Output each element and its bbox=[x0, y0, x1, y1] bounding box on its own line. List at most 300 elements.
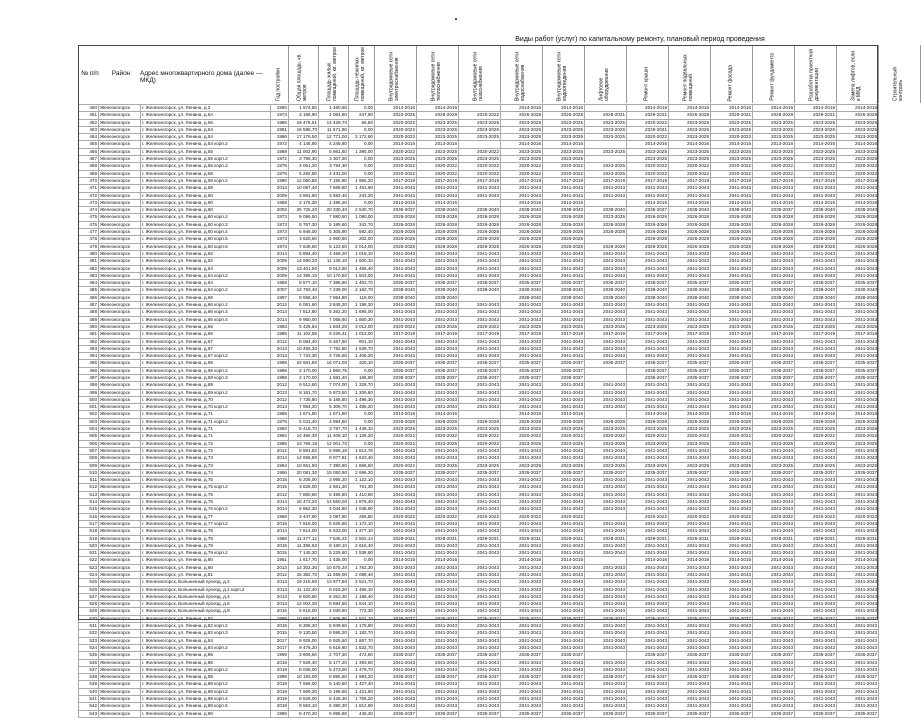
table-cell bbox=[585, 236, 627, 243]
table-cell: 2041-2043 bbox=[753, 666, 795, 673]
table-cell: 525 bbox=[79, 579, 99, 586]
table-row bbox=[79, 564, 879, 571]
table-cell: 2035-2037 bbox=[459, 280, 501, 287]
table-cell: 2026-2028 bbox=[837, 221, 879, 228]
table-cell: 2026-2028 bbox=[459, 221, 501, 228]
table-cell: 2014-2016 bbox=[543, 141, 585, 148]
table-cell: 1999 bbox=[271, 652, 289, 659]
table-cell: 2 088,40 bbox=[349, 572, 375, 579]
table-cell: 2041-2043 bbox=[753, 447, 795, 454]
table-cell: 2041-2043 bbox=[669, 696, 711, 703]
table-cell: 2026-2028 bbox=[543, 418, 585, 425]
table-cell: 2041-2043 bbox=[669, 703, 711, 710]
table-cell: 2041-2043 bbox=[501, 272, 543, 279]
table-cell: 2041-2043 bbox=[627, 703, 669, 710]
table-cell: 2041-2043 bbox=[753, 564, 795, 571]
table-cell: 2041-2043 bbox=[501, 447, 543, 454]
table-cell: 2041-2043 bbox=[375, 404, 417, 411]
table-cell: 11 122,40 bbox=[289, 586, 319, 593]
table-cell: 7 735,80 bbox=[289, 396, 319, 403]
table-cell: 2026-2028 bbox=[711, 221, 753, 228]
table-cell: 2026-2028 bbox=[585, 221, 627, 228]
table-cell: 2035-2037 bbox=[627, 367, 669, 374]
table-row bbox=[79, 542, 879, 549]
table-row bbox=[79, 280, 879, 287]
table-cell: г. Железногорск, ул. Ленина, д.62 bbox=[141, 258, 271, 265]
table-cell: 464 bbox=[79, 134, 99, 141]
table-cell: 2041-2043 bbox=[543, 550, 585, 557]
table-cell: 2014-2016 bbox=[417, 199, 459, 206]
table-cell: г. Железногорск, ул. Ленина, д.71 bbox=[141, 426, 271, 433]
table-cell: 0,00 bbox=[349, 199, 375, 206]
table-cell: 2012 bbox=[271, 491, 289, 498]
table-cell: 2041-2043 bbox=[585, 484, 627, 491]
table-cell: 497 bbox=[79, 374, 99, 381]
table-cell: 2023-2025 bbox=[795, 323, 837, 330]
table-cell: 2035-2037 bbox=[753, 674, 795, 681]
table-cell: 2041-2043 bbox=[837, 528, 879, 535]
table-cell: 2014-2016 bbox=[669, 557, 711, 564]
table-cell: 2035-2037 bbox=[837, 469, 879, 476]
table-cell: г. Железногорск, ул. Ленина, д.76 bbox=[141, 491, 271, 498]
table-cell: 2041-2043 bbox=[375, 506, 417, 513]
table-row bbox=[79, 696, 879, 703]
table-row bbox=[79, 331, 879, 338]
table-row bbox=[79, 652, 879, 659]
table-cell: 2023-2025 bbox=[501, 462, 543, 469]
table-cell: 2038-2040 bbox=[753, 294, 795, 301]
table-cell: 2014-2016 bbox=[795, 105, 837, 112]
table-cell: 2035-2037 bbox=[711, 615, 753, 622]
table-cell: 2023-2025 bbox=[795, 148, 837, 155]
table-cell: 6 426,30 bbox=[319, 696, 349, 703]
table-cell: 2014-2016 bbox=[711, 411, 753, 418]
table-cell bbox=[585, 374, 627, 381]
table-cell: 12 060,80 bbox=[289, 177, 319, 184]
table-cell: 2014-2016 bbox=[711, 557, 753, 564]
table-cell: 2041-2043 bbox=[795, 185, 837, 192]
table-cell: 2041-2043 bbox=[669, 506, 711, 513]
table-cell: 2041-2043 bbox=[501, 637, 543, 644]
table-cell bbox=[585, 105, 627, 112]
table-cell: г. Железногорск, ул. Ленина, д.68 bbox=[141, 360, 271, 367]
table-cell: 2026-2028 bbox=[711, 243, 753, 250]
table-cell: 2041-2043 bbox=[669, 338, 711, 345]
table-cell bbox=[459, 557, 501, 564]
table-cell: 10 661,90 bbox=[289, 462, 319, 469]
table-cell: 2014-2016 bbox=[837, 141, 879, 148]
table-cell: 2041-2043 bbox=[585, 564, 627, 571]
table-cell: 2041-2043 bbox=[501, 338, 543, 345]
table-cell: 9 926,00 bbox=[289, 637, 319, 644]
table-cell: 543 bbox=[79, 710, 99, 717]
table-cell: 2041-2043 bbox=[543, 338, 585, 345]
table-cell: 2041-2043 bbox=[753, 345, 795, 352]
table-cell: Железногорск bbox=[99, 214, 141, 221]
table-cell: 2017-2019 bbox=[543, 177, 585, 184]
table-cell: 9 512,60 bbox=[289, 382, 319, 389]
table-cell: 2041-2043 bbox=[543, 506, 585, 513]
table-cell: 2026-2028 bbox=[795, 214, 837, 221]
table-cell: 505 bbox=[79, 433, 99, 440]
table-cell: 2014-2016 bbox=[375, 141, 417, 148]
table-cell: Железногорск bbox=[99, 236, 141, 243]
table-cell: 2013 bbox=[271, 593, 289, 600]
table-cell: 2041-2043 bbox=[543, 272, 585, 279]
table-cell: 2026-2028 bbox=[837, 236, 879, 243]
table-cell: 2041-2043 bbox=[417, 309, 459, 316]
table-row bbox=[79, 688, 879, 695]
table-cell: 2035-2037 bbox=[753, 374, 795, 381]
table-cell: 3 759,30 bbox=[289, 156, 319, 163]
table-cell: 1 090,00 bbox=[349, 214, 375, 221]
table-cell: 2041-2043 bbox=[711, 542, 753, 549]
table-cell: 3 826,00 bbox=[289, 484, 319, 491]
table-cell: 2026-2028 bbox=[417, 418, 459, 425]
table-cell: 0,00 bbox=[349, 105, 375, 112]
table-cell: 5 185,60 bbox=[319, 396, 349, 403]
table-cell: Железногорск bbox=[99, 207, 141, 214]
table-cell: 2041-2043 bbox=[795, 491, 837, 498]
table-cell: 7 145,20 bbox=[289, 550, 319, 557]
table-cell: 2020-2022 bbox=[375, 148, 417, 155]
table-cell: 526 bbox=[79, 586, 99, 593]
table-cell: Железногорск bbox=[99, 564, 141, 571]
table-cell: 2041-2043 bbox=[417, 345, 459, 352]
table-cell: 11 102,56 bbox=[289, 331, 319, 338]
table-cell: 7 568,80 bbox=[319, 185, 349, 192]
table-cell: 2035-2037 bbox=[627, 280, 669, 287]
table-cell: 2041-2043 bbox=[375, 586, 417, 593]
table-cell: 2012 bbox=[271, 302, 289, 309]
table-cell: 2041-2043 bbox=[543, 447, 585, 454]
table-cell: 10 575,20 bbox=[319, 564, 349, 571]
table-cell: 2041-2043 bbox=[669, 637, 711, 644]
table-row bbox=[79, 426, 879, 433]
table-cell: 2026-2028 bbox=[669, 229, 711, 236]
table-cell: 1 175,80 bbox=[349, 623, 375, 630]
table-cell: 3 797,70 bbox=[319, 426, 349, 433]
table-cell: 2026-2028 bbox=[627, 229, 669, 236]
table-cell: 2041-2043 bbox=[543, 637, 585, 644]
table-cell: 2041-2043 bbox=[585, 506, 627, 513]
table-cell: 2041-2043 bbox=[711, 520, 753, 527]
table-cell: 2017-2019 bbox=[375, 331, 417, 338]
table-cell: 2020-2022 bbox=[375, 170, 417, 177]
table-cell: 2041-2043 bbox=[501, 345, 543, 352]
table-cell: 2020-2022 bbox=[711, 134, 753, 141]
table-cell: 2038-2040 bbox=[375, 287, 417, 294]
table-cell: 1981 bbox=[271, 126, 289, 133]
table-cell: 2023-2025 bbox=[837, 426, 879, 433]
table-cell: 2035-2037 bbox=[837, 360, 879, 367]
rotated-header-3 bbox=[348, 45, 375, 103]
table-cell: Железногорск bbox=[99, 250, 141, 257]
table-cell: Железногорск bbox=[99, 593, 141, 600]
table-cell: 2041-2043 bbox=[711, 396, 753, 403]
table-cell: 2041-2043 bbox=[627, 601, 669, 608]
table-cell: 2041-2043 bbox=[459, 696, 501, 703]
table-cell: 2035-2037 bbox=[669, 280, 711, 287]
table-cell: 2041-2043 bbox=[501, 265, 543, 272]
table-cell: 475 bbox=[79, 214, 99, 221]
table-cell: 2041-2043 bbox=[795, 506, 837, 513]
table-cell: 2041-2043 bbox=[753, 601, 795, 608]
table-cell: 2041-2043 bbox=[711, 338, 753, 345]
table-cell: Железногорск bbox=[99, 148, 141, 155]
table-cell: 2041-2043 bbox=[627, 484, 669, 491]
table-cell: 7 606,90 bbox=[319, 615, 349, 622]
table-cell: 2038-2040 bbox=[711, 294, 753, 301]
table-cell: 2041-2043 bbox=[795, 520, 837, 527]
table-cell: 1 756,20 bbox=[349, 696, 375, 703]
table-cell: 2041-2043 bbox=[585, 404, 627, 411]
table-cell: 2041-2043 bbox=[627, 542, 669, 549]
table-row bbox=[79, 411, 879, 418]
table-cell: Железногорск bbox=[99, 601, 141, 608]
table-cell: 2023-2025 bbox=[753, 426, 795, 433]
table-cell: 2020-2022 bbox=[795, 170, 837, 177]
table-cell: 2 521,70 bbox=[349, 579, 375, 586]
table-cell: 2015 bbox=[271, 608, 289, 615]
table-cell: 2041-2043 bbox=[627, 309, 669, 316]
table-cell: 2013 bbox=[271, 345, 289, 352]
table-cell: Железногорск bbox=[99, 630, 141, 637]
table-cell: Железногорск bbox=[99, 652, 141, 659]
table-cell: 6 061,60 bbox=[289, 302, 319, 309]
table-cell: 2041-2043 bbox=[711, 484, 753, 491]
table-cell: г. Железногорск, ул. Ленина, д.66 bbox=[141, 294, 271, 301]
table-cell: 2041-2043 bbox=[669, 528, 711, 535]
table-cell: 9 950,00 bbox=[289, 316, 319, 323]
table-cell: 2041-2043 bbox=[543, 608, 585, 615]
table-cell: 1 539,70 bbox=[349, 345, 375, 352]
table-cell: 2041-2043 bbox=[669, 681, 711, 688]
table-cell: 2026-2028 bbox=[543, 236, 585, 243]
table-cell: Железногорск bbox=[99, 542, 141, 549]
table-cell: 256,80 bbox=[349, 513, 375, 520]
table-cell: 1 512,76 bbox=[349, 447, 375, 454]
table-cell: 2041-2043 bbox=[459, 572, 501, 579]
table-cell: 2 170,00 bbox=[289, 367, 319, 374]
table-cell: 1973 bbox=[271, 221, 289, 228]
table-cell: 2041-2043 bbox=[375, 389, 417, 396]
table-cell: Железногорск bbox=[99, 557, 141, 564]
table-cell: 2026-2028 bbox=[753, 243, 795, 250]
table-cell: 2026-2028 bbox=[501, 418, 543, 425]
table-cell: 2041-2043 bbox=[627, 389, 669, 396]
table-cell: 243,20 bbox=[349, 192, 375, 199]
table-cell: 2041-2043 bbox=[627, 499, 669, 506]
table-cell: 534 bbox=[79, 644, 99, 651]
table-cell: 5 122,50 bbox=[319, 243, 349, 250]
table-cell: 2041-2043 bbox=[627, 520, 669, 527]
table-cell: г. Железногорск, ул. Ленина, д.82 корп.2 bbox=[141, 623, 271, 630]
table-cell: Железногорск bbox=[99, 338, 141, 345]
table-cell: 2035-2037 bbox=[417, 615, 459, 622]
table-cell: 2020-2022 bbox=[459, 170, 501, 177]
table-cell: 2041-2043 bbox=[795, 528, 837, 535]
table-cell: 2041-2043 bbox=[417, 316, 459, 323]
rotated-header-label: Ремонт фундамента bbox=[769, 53, 776, 101]
table-cell: 2035-2037 bbox=[459, 367, 501, 374]
table-cell: г. Железногорск, ул. Ленина, д.71 корп.2 bbox=[141, 418, 271, 425]
table-cell: 247,80 bbox=[349, 112, 375, 119]
table-row bbox=[79, 156, 879, 163]
table-cell: 2035-2037 bbox=[795, 710, 837, 717]
table-cell: 481 bbox=[79, 258, 99, 265]
table-cell: 2035-2037 bbox=[627, 615, 669, 622]
table-cell: 2041-2043 bbox=[795, 659, 837, 666]
table-cell: 7 390,80 bbox=[319, 462, 349, 469]
table-row bbox=[79, 221, 879, 228]
table-cell: 8 084,40 bbox=[289, 338, 319, 345]
table-cell: 2041-2043 bbox=[375, 353, 417, 360]
table-cell: 2038-2040 bbox=[837, 287, 879, 294]
table-cell: 516 bbox=[79, 513, 99, 520]
table-cell: 2041-2043 bbox=[585, 666, 627, 673]
table-cell: Железногорск bbox=[99, 374, 141, 381]
table-cell: 2023-2025 bbox=[375, 112, 417, 119]
table-cell: 2041-2043 bbox=[417, 666, 459, 673]
table-cell: 2041-2043 bbox=[669, 382, 711, 389]
table-cell: 488 bbox=[79, 309, 99, 316]
table-cell: 2023-2025 bbox=[627, 323, 669, 330]
table-cell: 1960 bbox=[271, 105, 289, 112]
table-cell: 2026-2028 bbox=[501, 229, 543, 236]
table-cell: 2035-2037 bbox=[753, 652, 795, 659]
table-cell: 2041-2043 bbox=[669, 345, 711, 352]
rotated-header-11 bbox=[668, 45, 711, 103]
table-cell: 14 466,30 bbox=[289, 433, 319, 440]
table-cell: 499 bbox=[79, 389, 99, 396]
col-number-header: № п/п bbox=[81, 70, 99, 77]
table-cell: 5 196,50 bbox=[319, 688, 349, 695]
table-cell: 2014 bbox=[271, 250, 289, 257]
table-cell: 2007 bbox=[271, 287, 289, 294]
table-cell: 2023-2025 bbox=[501, 148, 543, 155]
table-cell: г. Железногорск, ул. Ленина, д.80 bbox=[141, 557, 271, 564]
table-cell: г. Железногорск, ул. Ленина, д.60 bbox=[141, 199, 271, 206]
table-cell: 2041-2043 bbox=[459, 644, 501, 651]
table-cell: Железногорск bbox=[99, 674, 141, 681]
table-cell: 2035-2037 bbox=[375, 615, 417, 622]
table-cell: г. Железногорск, ул. Ленина, д.73 bbox=[141, 462, 271, 469]
table-cell: 2041-2043 bbox=[543, 630, 585, 637]
table-cell: 2023-2025 bbox=[543, 462, 585, 469]
table-cell: Железногорск bbox=[99, 134, 141, 141]
table-cell: 2026-2028 bbox=[795, 236, 837, 243]
table-cell: 2041-2043 bbox=[753, 579, 795, 586]
table-cell: 2014-2016 bbox=[711, 141, 753, 148]
table-cell: 14 395,10 bbox=[289, 272, 319, 279]
table-cell: 1986 bbox=[271, 134, 289, 141]
table-cell: 2 502,14 bbox=[349, 535, 375, 542]
table-cell: 2023-2025 bbox=[585, 440, 627, 447]
table-cell: 20 330,40 bbox=[319, 207, 349, 214]
table-cell: 2041-2043 bbox=[459, 258, 501, 265]
table-cell: 2026-2028 bbox=[375, 214, 417, 221]
table-cell: 2017-2019 bbox=[459, 331, 501, 338]
rotated-header-label: Лифтовое оборудование bbox=[598, 68, 610, 101]
table-cell: Железногорск bbox=[99, 177, 141, 184]
table-cell: 2041-2043 bbox=[837, 572, 879, 579]
table-cell: 2012 bbox=[271, 382, 289, 389]
table-cell: 0,00 bbox=[349, 411, 375, 418]
table-cell: 2041-2043 bbox=[501, 681, 543, 688]
table-cell: 2041-2043 bbox=[711, 528, 753, 535]
table-cell: 2041-2043 bbox=[417, 192, 459, 199]
table-cell: 2041-2043 bbox=[585, 491, 627, 498]
table-cell: 1 406,20 bbox=[349, 353, 375, 360]
table-cell: 1 435,00 bbox=[319, 557, 349, 564]
table-cell: 2041-2043 bbox=[753, 455, 795, 462]
table-cell: 2038-2040 bbox=[585, 287, 627, 294]
table-cell: 2026-2028 bbox=[543, 214, 585, 221]
table-cell: 2023-2025 bbox=[543, 156, 585, 163]
table-cell: г. Железногорск, ул. Ленина, д.81 bbox=[141, 572, 271, 579]
table-cell: 2035-2037 bbox=[501, 280, 543, 287]
table-cell: 2014-2016 bbox=[417, 557, 459, 564]
table-cell: 7 850,60 bbox=[289, 491, 319, 498]
table-cell: 2020-2022 bbox=[627, 134, 669, 141]
rotated-header-label: Внутридомовые сети электроснабжения bbox=[388, 52, 400, 101]
table-cell: 2041-2043 bbox=[753, 586, 795, 593]
table-cell: 6 380,30 bbox=[319, 703, 349, 710]
table-cell: 476 bbox=[79, 221, 99, 228]
table-cell: 2041-2043 bbox=[375, 688, 417, 695]
table-cell: 2041-2043 bbox=[459, 353, 501, 360]
table-cell: 2035-2037 bbox=[501, 374, 543, 381]
table-cell: 5 996,18 bbox=[319, 447, 349, 454]
table-cell: г. Железногорск, ул. Ленина, д.60 корп.6 bbox=[141, 243, 271, 250]
table-cell: 463 bbox=[79, 126, 99, 133]
table-cell: 2038-2040 bbox=[459, 287, 501, 294]
table-cell: 2041-2043 bbox=[753, 688, 795, 695]
table-cell: 2041-2043 bbox=[753, 192, 795, 199]
table-cell: 2041-2043 bbox=[795, 593, 837, 600]
table-cell: 0,00 bbox=[349, 156, 375, 163]
table-cell: 2029-2031 bbox=[711, 112, 753, 119]
table-cell: 2041-2043 bbox=[711, 345, 753, 352]
table-cell: 2041-2043 bbox=[585, 681, 627, 688]
table-cell: 445,30 bbox=[349, 710, 375, 717]
table-cell: 2041-2043 bbox=[711, 703, 753, 710]
table-row bbox=[79, 608, 879, 615]
table-cell: 2026-2028 bbox=[543, 221, 585, 228]
table-cell: 2041-2043 bbox=[417, 550, 459, 557]
table-cell: Железногорск bbox=[99, 105, 141, 112]
table-cell: Железногорск bbox=[99, 163, 141, 170]
table-cell: 9 563,10 bbox=[289, 703, 319, 710]
table-cell: 2023-2025 bbox=[501, 126, 543, 133]
table-cell: 2041-2043 bbox=[417, 382, 459, 389]
table-cell: 2 064,80 bbox=[319, 112, 349, 119]
table-cell: 2041-2043 bbox=[543, 586, 585, 593]
table-cell: 2035-2037 bbox=[501, 674, 543, 681]
table-cell: 474 bbox=[79, 207, 99, 214]
table-cell: 1973 bbox=[271, 229, 289, 236]
table-cell: 801,10 bbox=[349, 338, 375, 345]
col-district-header: Район bbox=[111, 70, 131, 77]
table-cell: 2041-2043 bbox=[459, 382, 501, 389]
table-cell: 2029-2031 bbox=[711, 535, 753, 542]
table-cell: 1961 bbox=[271, 557, 289, 564]
table-cell: 1 812,90 bbox=[349, 703, 375, 710]
table-cell: 2023-2025 bbox=[585, 119, 627, 126]
table-cell: 2041-2043 bbox=[501, 644, 543, 651]
table-cell: 2014-2016 bbox=[837, 199, 879, 206]
